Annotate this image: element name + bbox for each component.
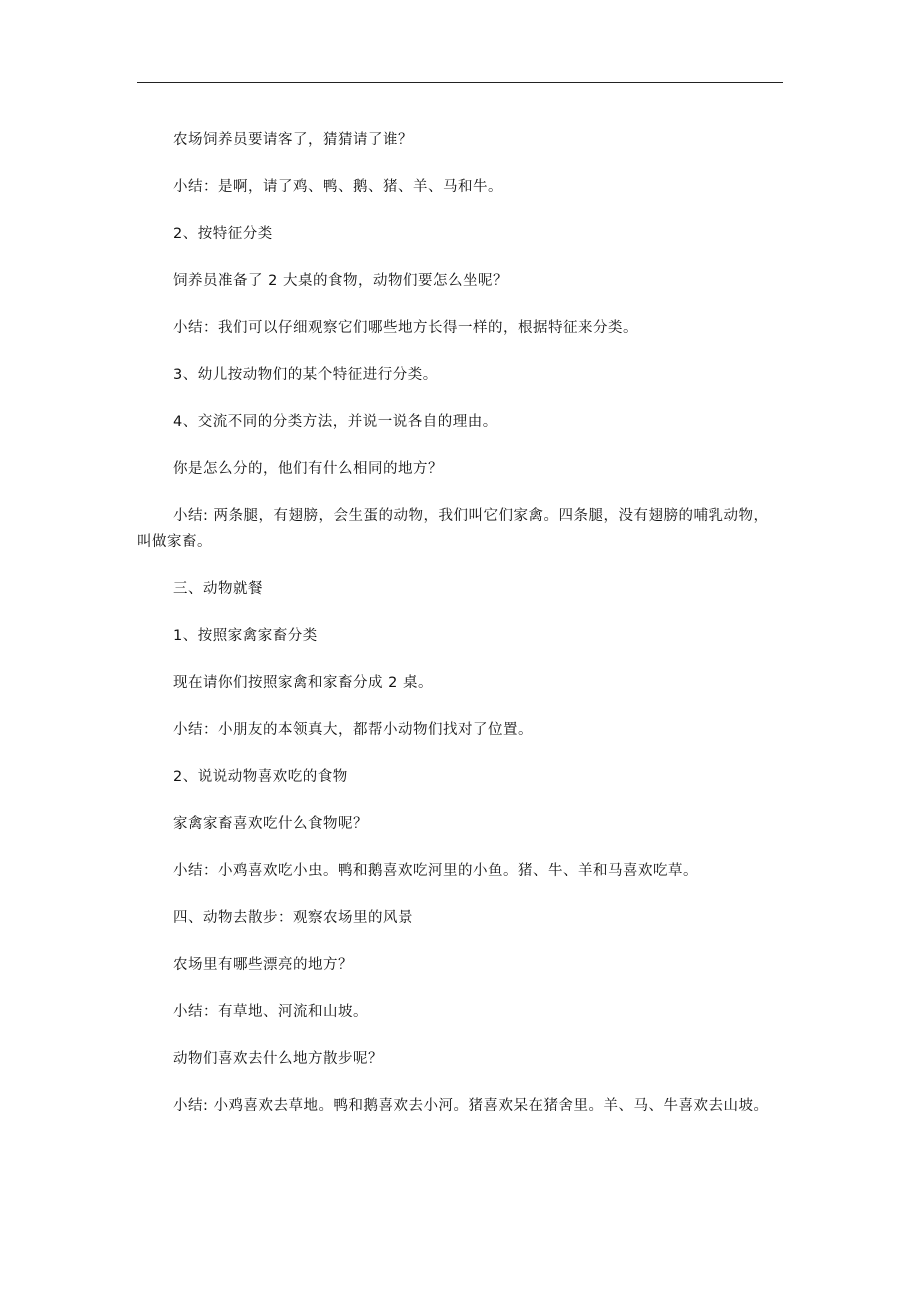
section-heading: 3、幼儿按动物们的某个特征进行分类。 xyxy=(173,367,438,383)
section-heading: 2、按特征分类 xyxy=(173,226,273,242)
paragraph: 小结：我们可以仔细观察它们哪些地方长得一样的，根据特征来分类。 xyxy=(173,320,638,336)
paragraph: 家禽家畜喜欢吃什么食物呢？ xyxy=(173,816,368,832)
section-heading: 1、按照家禽家畜分类 xyxy=(173,628,318,644)
paragraph: 动物们喜欢去什么地方散步呢？ xyxy=(173,1051,383,1067)
document-body xyxy=(137,127,783,1140)
paragraph: 小结: 小鸡喜欢去草地。鸭和鹅喜欢去小河。猪喜欢呆在猪舍里。羊、马、牛喜欢去山坡。 xyxy=(173,1098,769,1114)
paragraph: 小结：是啊，请了鸡、鸭、鹅、猪、羊、马和牛。 xyxy=(173,179,503,195)
paragraph: 小结: 两条腿，有翅膀，会生蛋的动物，我们叫它们家禽。四条腿，没有翅膀的哺乳动物，叫做家畜。 xyxy=(137,508,769,550)
paragraph: 饲养员准备了 2 大桌的食物，动物们要怎么坐呢？ xyxy=(173,273,508,289)
paragraph: 农场饲养员要请客了，猜猜请了谁？ xyxy=(173,132,413,148)
paragraph: 农场里有哪些漂亮的地方？ xyxy=(173,957,353,973)
paragraph: 你是怎么分的，他们有什么相同的地方？ xyxy=(173,461,443,477)
header-rule xyxy=(137,82,783,83)
paragraph: 小结：小鸡喜欢吃小虫。鸭和鹅喜欢吃河里的小鱼。猪、牛、羊和马喜欢吃草。 xyxy=(173,863,698,879)
paragraph: 小结：小朋友的本领真大，都帮小动物们找对了位置。 xyxy=(173,722,533,738)
section-heading: 4、交流不同的分类方法，并说一说各自的理由。 xyxy=(173,414,498,430)
paragraph: 现在请你们按照家禽和家畜分成 2 桌。 xyxy=(173,675,433,691)
paragraph: 小结：有草地、河流和山坡。 xyxy=(173,1004,368,1020)
section-heading: 四、动物去散步：观察农场里的风景 xyxy=(173,910,413,926)
section-heading: 2、说说动物喜欢吃的食物 xyxy=(173,769,348,785)
section-heading: 三、动物就餐 xyxy=(173,581,263,597)
